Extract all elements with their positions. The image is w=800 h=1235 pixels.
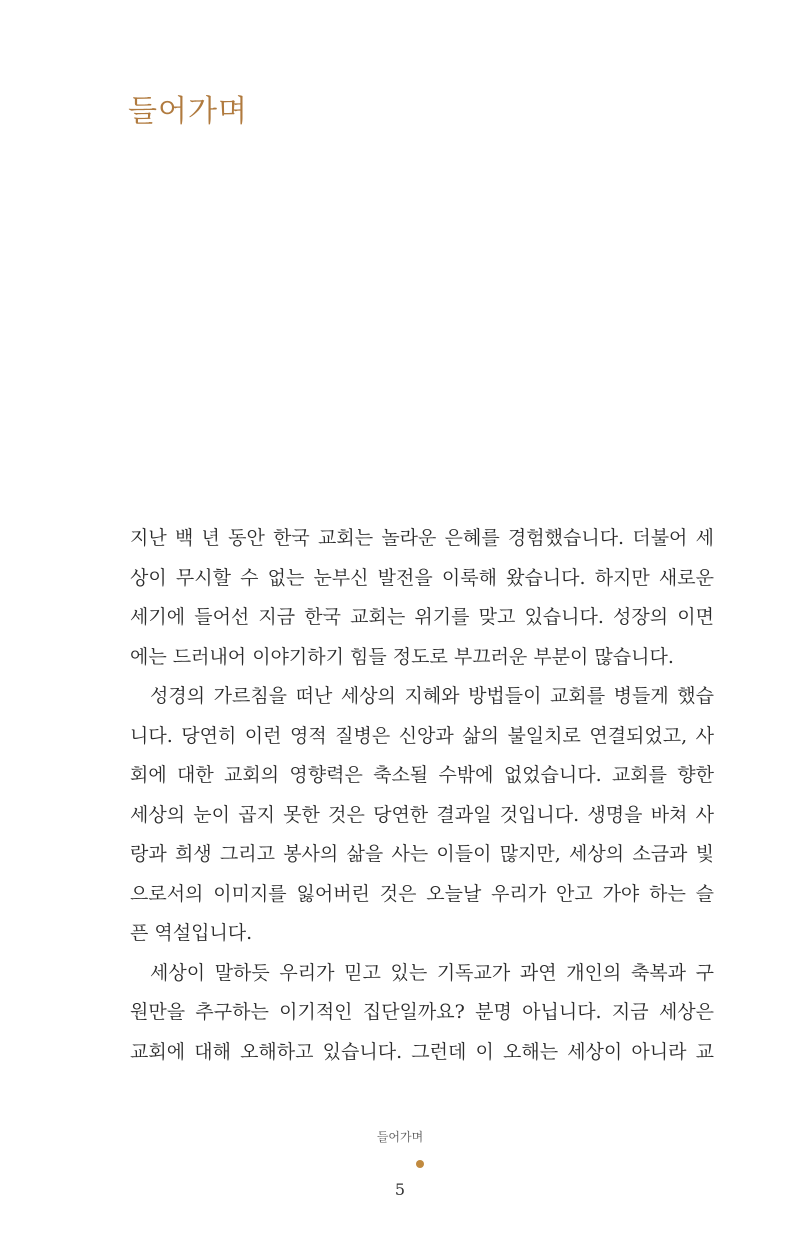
text-line: 상이 무시할 수 없는 눈부신 발전을 이룩해 왔습니다. 하지만 새로운 (130, 566, 714, 589)
text-line: 으로서의 이미지를 잃어버린 것은 오늘날 우리가 안고 가야 하는 슬 (130, 882, 714, 905)
text-line: 원만을 추구하는 이기적인 집단일까요? 분명 아닙니다. 지금 세상은 (130, 1001, 714, 1023)
text-line: 회에 대한 교회의 영향력은 축소될 수밖에 없었습니다. 교회를 향한 (130, 764, 714, 786)
text-line: 성경의 가르침을 떠난 세상의 지혜와 방법들이 교회를 병들게 했습 (150, 685, 714, 707)
text-line: 픈 역설입니다. (130, 922, 253, 944)
text-line: 랑과 희생 그리고 봉사의 삶을 사는 이들이 많지만, 세상의 소금과 빛 (130, 843, 714, 865)
page-number: 5 (394, 1180, 406, 1199)
text-line: 에는 드러내어 이야기하기 힘들 정도로 부끄러운 부분이 많습니다. (130, 645, 674, 668)
text-line: 지난 백 년 동안 한국 교회는 놀라운 은혜를 경험했습니다. 더불어 세 (130, 527, 714, 549)
running-title: 들어가며 (376, 1130, 424, 1144)
body-text (130, 519, 714, 1072)
text-line: 세상의 눈이 곱지 못한 것은 당연한 결과일 것입니다. 생명을 바쳐 사 (130, 803, 714, 826)
text-line: 니다. 당연히 이런 영적 질병은 신앙과 삶의 불일치로 연결되었고, 사 (130, 724, 714, 747)
text-line: 세기에 들어선 지금 한국 교회는 위기를 맞고 있습니다. 성장의 이면 (130, 606, 714, 628)
text-line: 교회에 대해 오해하고 있습니다. 그런데 이 오해는 세상이 아니라 교 (130, 1040, 714, 1063)
chapter-title: 들어가며 (128, 94, 248, 129)
text-line: 세상이 말하듯 우리가 믿고 있는 기독교가 과연 개인의 축복과 구 (150, 961, 714, 984)
footer-dot-ornament (416, 1160, 424, 1168)
